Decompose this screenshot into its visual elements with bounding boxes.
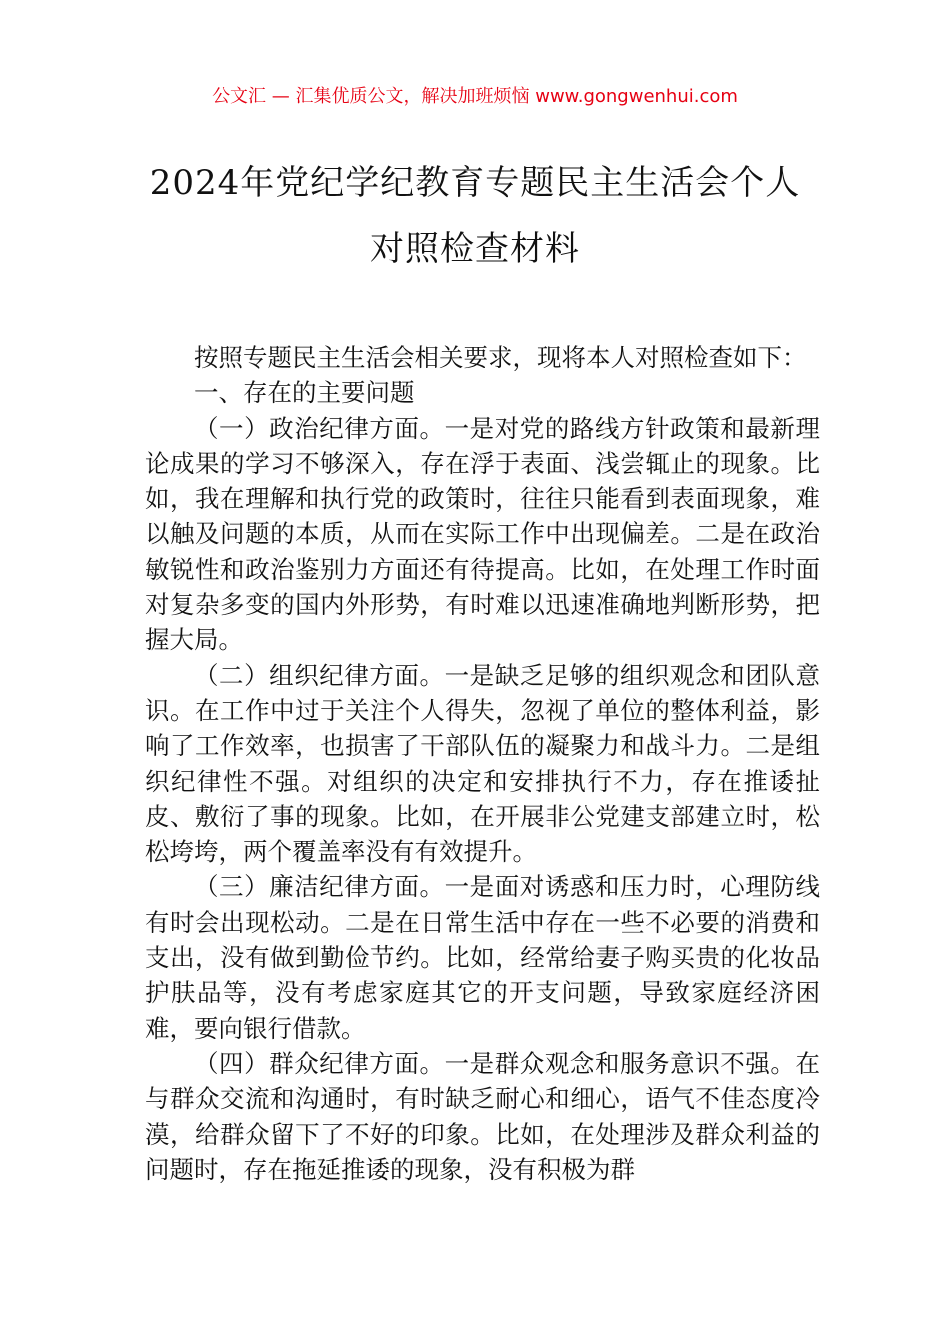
paragraph-integrity-discipline: （三）廉洁纪律方面。一是面对诱惑和压力时，心理防线有时会出现松动。二是在日常生活中存在一些不必要的消费和支出，没有做到勤俭节约。比如，经常给妻子购买贵的化妆品护肤品等，没有考虑家庭其它的开支问题，导致家庭经济困难，要向银行借款。 <box>145 872 820 1043</box>
title-line-2: 对照检查材料 <box>370 229 580 269</box>
paragraph-mass-discipline: （四）群众纪律方面。一是群众观念和服务意识不强。在与群众交流和沟通时，有时缺乏耐心和细心，语气不佳态度冷漠，给群众留下了不好的印象。比如，在处理涉及群众利益的问题时，存在拖延推诿的现象，没有积极为群 <box>145 1048 820 1184</box>
paragraph-political-discipline: （一）政治纪律方面。一是对党的路线方针政策和最新理论成果的学习不够深入，存在浮于表面、浅尝辄止的现象。比如，我在理解和执行党的政策时，往往只能看到表面现象，难以触及问题的本质，从而在实际工作中出现偏差。二是在政治敏锐性和政治鉴别力方面还有待提高。比如，在处理工作时面对复杂多变的国内外形势，有时难以迅速准确地判断形势，把握大局。 <box>145 413 820 655</box>
document-title <box>120 150 830 282</box>
title-line-1: 2024年党纪学纪教育专题民主生活会个人 <box>149 163 801 203</box>
site-banner: 公文汇 — 汇集优质公文，解决加班烦恼 www.gongwenhui.com <box>212 86 738 107</box>
document-body <box>145 340 820 1187</box>
section-heading: 一、存在的主要问题 <box>194 378 415 408</box>
paragraph-organizational-discipline: （二）组织纪律方面。一是缺乏足够的组织观念和团队意识。在工作中过于关注个人得失，忽视了单位的整体利益，影响了工作效率，也损害了干部队伍的凝聚力和战斗力。二是组织纪律性不强。对组织的决定和安排执行不力，存在推诿扯皮、敷衍了事的现象。比如，在开展非公党建支部建立时，松松垮垮，两个覆盖率没有有效提升。 <box>145 660 820 867</box>
intro-paragraph: 按照专题民主生活会相关要求，现将本人对照检查如下： <box>194 343 807 372</box>
